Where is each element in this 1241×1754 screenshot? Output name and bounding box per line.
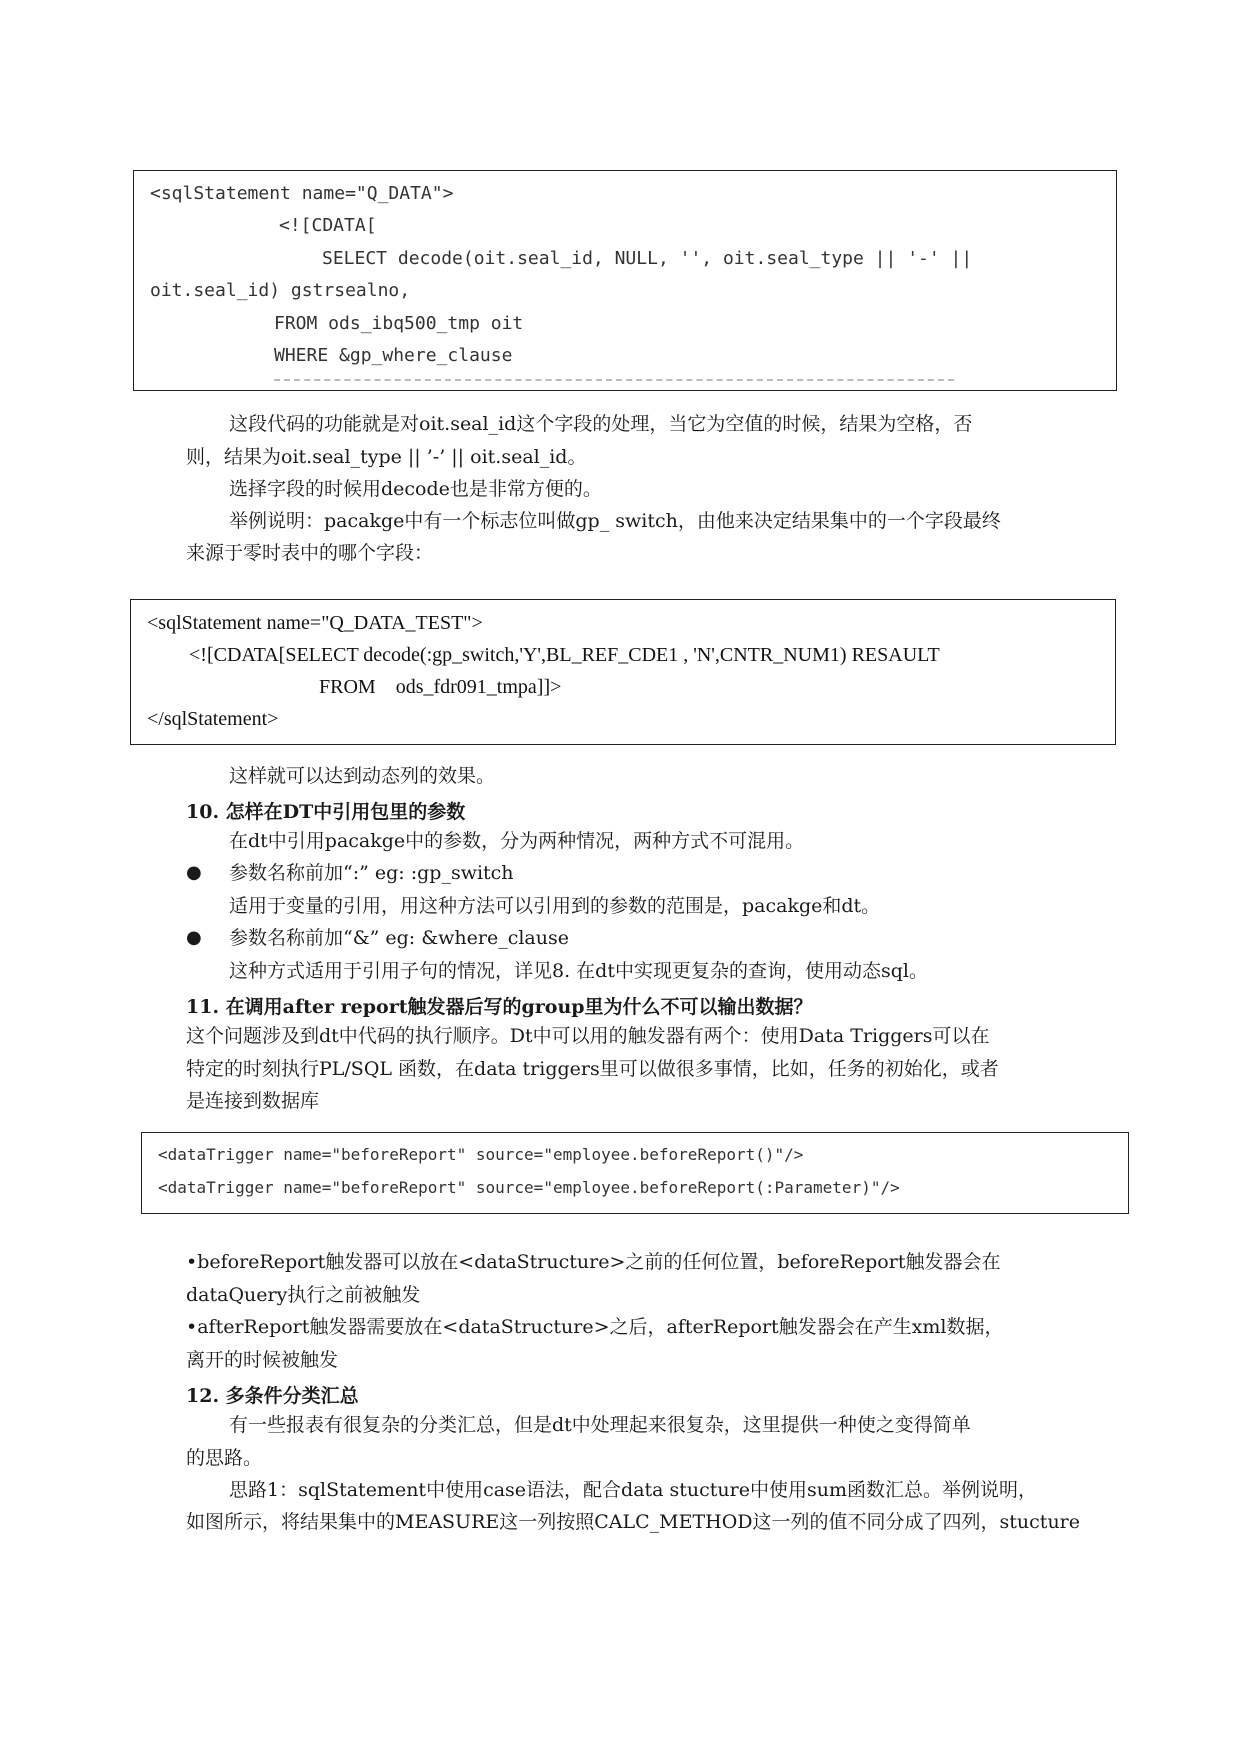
paragraph: 举例说明：pacakge中有一个标志位叫做gp_ switch，由他来决定结果集中的一个字段最终 <box>229 510 1001 532</box>
code-line: oit.seal_id) gstrsealno, <box>150 280 411 301</box>
paragraph: 来源于零时表中的哪个字段： <box>186 542 434 564</box>
code-line: </sqlStatement> <box>147 708 279 730</box>
bullet-label: 参数名称前加“&” eg: &where_clause <box>229 927 569 949</box>
bullet-icon: ● <box>186 927 202 948</box>
paragraph: dataQuery执行之前被触发 <box>186 1284 421 1306</box>
section-heading-10: 10. 怎样在DT中引用包里的参数 <box>186 801 466 823</box>
paragraph: 离开的时候被触发 <box>186 1349 339 1371</box>
paragraph: 则，结果为oit.seal_type || ’-’ || oit.seal_id。 <box>186 446 587 468</box>
code-line: <![CDATA[ <box>279 215 377 236</box>
code-line: <dataTrigger name="beforeReport" source="employee.beforeReport()"/> <box>158 1145 804 1164</box>
paragraph: •beforeReport触发器可以放在<dataStructure>之前的任何位置，beforeReport触发器会在 <box>186 1251 1001 1273</box>
bullet-icon: ● <box>186 862 202 883</box>
bullet-label: 参数名称前加“:” eg: :gp_switch <box>229 862 514 884</box>
code-line: FROM ods_fdr091_tmpa]]> <box>319 676 562 698</box>
bullet-description: 这种方式适用于引用子句的情况，详见8. 在dt中实现更复杂的查询，使用动态sql。 <box>229 960 928 982</box>
paragraph: 这段代码的功能就是对oit.seal_id这个字段的处理，当它为空值的时候，结果为空格，否 <box>229 413 973 435</box>
code-block-q-data-test <box>130 599 1116 745</box>
code-line: <sqlStatement name="Q_DATA_TEST"> <box>147 612 483 634</box>
paragraph: 特定的时刻执行PL/SQL 函数，在data triggers里可以做很多事情，比如，任务的初始化，或者 <box>186 1058 999 1080</box>
code-line: SELECT decode(oit.seal_id, NULL, '', oit.seal_type || '-' || <box>322 248 973 269</box>
paragraph: 是连接到数据库 <box>186 1090 320 1112</box>
section-heading-12: 12. 多条件分类汇总 <box>186 1385 359 1407</box>
clipped-line-fragment <box>274 379 954 381</box>
code-line: WHERE &gp_where_clause <box>274 345 513 366</box>
bullet-description: 适用于变量的引用，用这种方法可以引用到的参数的范围是，pacakge和dt。 <box>229 895 881 917</box>
section-heading-11: 11. 在调用after report触发器后写的group里为什么不可以输出数据？ <box>186 996 813 1018</box>
paragraph: 有一些报表有很复杂的分类汇总，但是dt中处理起来很复杂，这里提供一种使之变得简单 <box>229 1414 971 1436</box>
paragraph: •afterReport触发器需要放在<dataStructure>之后，afterReport触发器会在产生xml数据， <box>186 1316 1004 1338</box>
code-line: <sqlStatement name="Q_DATA"> <box>150 183 454 204</box>
paragraph: 选择字段的时候用decode也是非常方便的。 <box>229 478 602 500</box>
code-block-q-data <box>133 170 1117 391</box>
paragraph: 在dt中引用pacakge中的参数，分为两种情况，两种方式不可混用。 <box>229 830 805 852</box>
paragraph: 如图所示，将结果集中的MEASURE这一列按照CALC_METHOD这一列的值不同分成了四列，stucture <box>186 1511 1081 1533</box>
paragraph: 这个问题涉及到dt中代码的执行顺序。Dt中可以用的触发器有两个：使用Data Triggers可以在 <box>186 1025 990 1047</box>
paragraph: 这样就可以达到动态列的效果。 <box>229 765 496 787</box>
code-line: <![CDATA[SELECT decode(:gp_switch,'Y',BL_REF_CDE1 , 'N',CNTR_NUM1) RESAULT <box>189 644 940 666</box>
paragraph: 思路1：sqlStatement中使用case语法，配合data stucture中使用sum函数汇总。举例说明， <box>229 1479 1037 1501</box>
code-line: <dataTrigger name="beforeReport" source="employee.beforeReport(:Parameter)"/> <box>158 1178 900 1197</box>
code-block-data-trigger <box>141 1132 1129 1214</box>
code-line: FROM ods_ibq500_tmp oit <box>274 313 524 334</box>
paragraph: 的思路。 <box>186 1447 263 1469</box>
